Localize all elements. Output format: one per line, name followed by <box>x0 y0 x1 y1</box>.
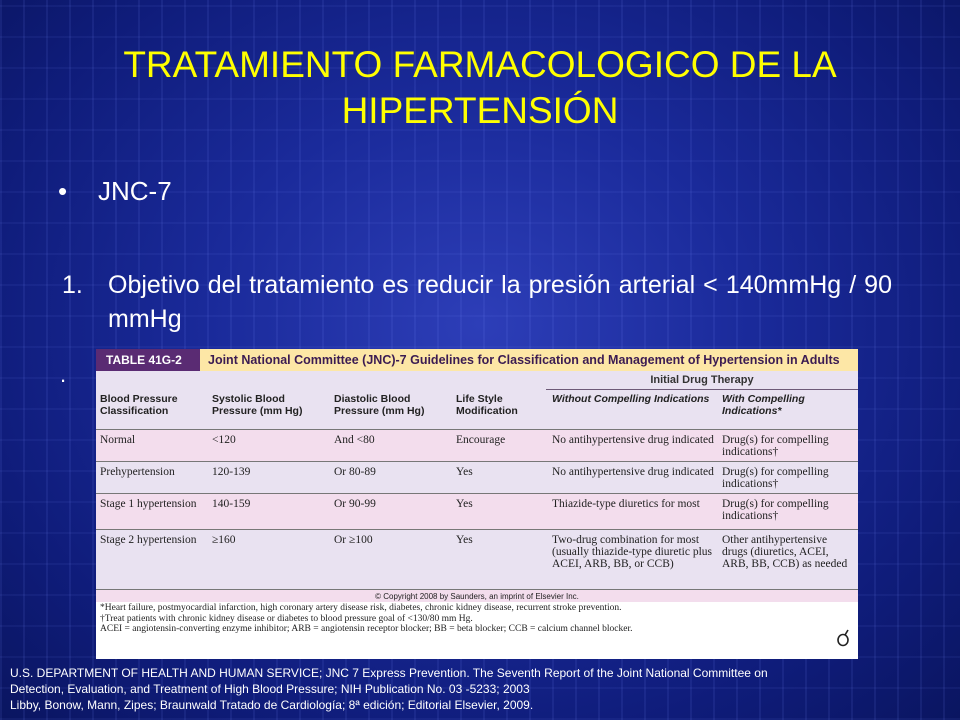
table-cell: Stage 1 hypertension <box>100 498 197 510</box>
table-cell: 120-139 <box>212 466 251 478</box>
table-caption: Joint National Committee (JNC)-7 Guidelines for Classification and Management of Hypertension in Adults <box>208 353 840 367</box>
header-cell: With Compelling Indications* <box>722 393 805 417</box>
table-cell: Or 90-99 <box>334 498 376 510</box>
table-cell: 140-159 <box>212 498 251 510</box>
title-line-2: HIPERTENSIÓN <box>341 90 619 131</box>
references <box>10 665 950 713</box>
footnote: *Heart failure, postmyocardial infarction, high coronary artery disease risk, diabetes, chronic kidney disease, recurrent stroke prevention. <box>100 603 622 613</box>
table-copyright: © Copyright 2008 by Saunders, an imprint of Elsevier Inc. <box>96 590 858 602</box>
table-cell: Or ≥100 <box>334 534 373 546</box>
table-cell: Drug(s) for compelling indications† <box>722 466 829 490</box>
super-header: Initial Drug Therapy <box>546 374 858 390</box>
bullet-text: JNC-7 <box>98 176 172 206</box>
header-cell: Systolic Blood Pressure (mm Hg) <box>212 393 303 417</box>
stray-period: . <box>60 362 67 387</box>
table-cell: Or 80-89 <box>334 466 376 478</box>
header-cell: Life Style Modification <box>456 393 518 417</box>
table-row <box>96 493 858 529</box>
table-cell: No antihypertensive drug indicated <box>552 466 714 478</box>
header-cell: Without Compelling Indications <box>552 393 710 405</box>
reference-line: Detection, Evaluation, and Treatment of High Blood Pressure; NIH Publication No. 03 -5233; 2003 <box>10 682 530 696</box>
table-cell: No antihypertensive drug indicated <box>552 434 714 446</box>
table-cell: Prehypertension <box>100 466 175 478</box>
table-row <box>96 461 858 493</box>
table-column-headers <box>96 371 858 429</box>
table-cell: ≥160 <box>212 534 236 546</box>
table-cell: Yes <box>456 498 473 510</box>
table-cell: Normal <box>100 434 136 446</box>
table-cell: Yes <box>456 466 473 478</box>
table-cell: Other antihypertensive drugs (diuretics, ACEI, ARB, BB, CCB) as needed <box>722 534 848 570</box>
table-cell: And <80 <box>334 434 375 446</box>
table-cell: Encourage <box>456 434 506 446</box>
table-cell: Yes <box>456 534 473 546</box>
item-text: Objetivo del tratamiento es reducir la presión arterial < 140mmHg / 90 mmHg <box>108 271 892 333</box>
table-label: TABLE 41G-2 <box>96 349 200 371</box>
bullet-icon: • <box>58 176 68 206</box>
numbered-item <box>62 268 892 336</box>
reference-line: Libby, Bonow, Mann, Zipes; Braunwald Tratado de Cardiología; 8ª edición; Editorial Elsevier, 2009. <box>10 698 534 712</box>
table-cell: Stage 2 hypertension <box>100 534 197 546</box>
footnote: †Treat patients with chronic kidney disease or diabetes to blood pressure goal of <130/80 mm Hg. <box>100 613 473 624</box>
footnote: ACEI = angiotensin-converting enzyme inhibitor; ARB = angiotensin receptor blocker; BB = beta blocker; CCB = calcium channel blocker. <box>100 624 633 634</box>
table-cell: Drug(s) for compelling indications† <box>722 498 829 522</box>
reference-line: U.S. DEPARTMENT OF HEALTH AND HUMAN SERVICE; JNC 7 Express Prevention. The Seventh Report of the Joint National Committee on <box>10 666 768 680</box>
table-row <box>96 429 858 461</box>
header-cell: Diastolic Blood Pressure (mm Hg) <box>334 393 425 417</box>
table-cell: <120 <box>212 434 236 446</box>
publisher-logo-icon <box>836 629 850 647</box>
item-number: 1. <box>62 271 83 299</box>
table-row <box>96 529 858 589</box>
bullet-item <box>58 176 172 207</box>
slide-title <box>40 42 920 134</box>
table-header-bar <box>96 349 858 371</box>
table-footnotes <box>96 602 858 635</box>
table-cell: Two-drug combination for most (usually thiazide-type diuretic plus ACEI, ARB, BB, or CCB) <box>552 534 712 570</box>
header-cell: Blood Pressure Classification <box>100 393 178 417</box>
table-cell: Thiazide-type diuretics for most <box>552 498 700 510</box>
jnc7-table-image <box>96 349 858 659</box>
title-line-1: TRATAMIENTO FARMACOLOGICO DE LA <box>123 44 837 85</box>
table-cell: Drug(s) for compelling indications† <box>722 434 829 458</box>
